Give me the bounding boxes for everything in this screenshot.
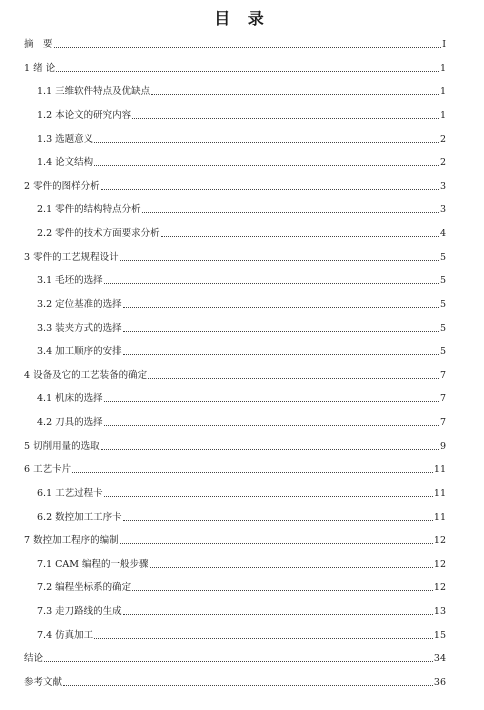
toc-entry-label: 7 数控加工程序的编制 (24, 535, 119, 547)
toc-entry-page: 1 (439, 62, 446, 74)
toc-entry[interactable] (37, 557, 446, 571)
toc-entry-label: 3.2 定位基准的选择 (37, 298, 122, 310)
toc-entry-page: 11 (433, 511, 446, 523)
toc-entry-label: 5 切削用量的选取 (24, 440, 100, 452)
toc-leader-dots (44, 661, 433, 662)
toc-leader-dots (151, 94, 439, 95)
toc-entry[interactable] (37, 321, 446, 335)
toc-entry-label: 3 零件的工艺规程设计 (24, 251, 119, 263)
toc-entry[interactable] (24, 533, 446, 547)
toc-entry-label: 2.2 零件的技术方面要求分析 (37, 228, 160, 240)
toc-entry[interactable] (24, 368, 446, 382)
toc-entry-label: 7.3 走刀路线的生成 (37, 606, 122, 618)
toc-entry-page: 7 (439, 369, 446, 381)
toc-entry-page: 5 (439, 298, 446, 310)
toc-entry-label: 4 设备及它的工艺装备的确定 (24, 369, 148, 381)
toc-entry[interactable] (37, 580, 446, 594)
toc-entry[interactable] (24, 250, 446, 264)
toc-leader-dots (101, 189, 439, 190)
toc-entry-page: 36 (433, 677, 446, 688)
toc-leader-dots (104, 401, 439, 402)
toc-entry[interactable] (37, 108, 446, 122)
toc-entry-page: 5 (439, 346, 446, 358)
toc-entry-page: 13 (433, 606, 446, 618)
toc-entry-page: 5 (439, 275, 446, 287)
toc-leader-dots (101, 449, 439, 450)
toc-entry-label: 1.1 三维软件特点及优缺点 (37, 86, 151, 98)
toc-entry[interactable] (37, 415, 446, 429)
toc-entry[interactable] (24, 439, 446, 453)
page-title: 目 录 (214, 9, 270, 28)
toc-entry[interactable] (37, 391, 446, 405)
toc-leader-dots (161, 236, 439, 237)
toc-entry-label: 6.1 工艺过程卡 (37, 487, 103, 499)
toc-entry-label: 3.1 毛坯的选择 (37, 275, 103, 287)
toc-entry-page: 2 (439, 157, 446, 169)
toc-entry-page: 2 (439, 133, 446, 145)
toc-leader-dots (54, 47, 442, 48)
toc-entry-page: 12 (433, 582, 446, 594)
toc-entry-label: 4.1 机床的选择 (37, 393, 103, 405)
toc-entry-label: 摘 要 (24, 39, 53, 50)
toc-leader-dots (94, 142, 439, 143)
toc-entry[interactable] (24, 462, 446, 476)
toc-entry[interactable] (24, 651, 446, 665)
toc-leader-dots (123, 331, 439, 332)
toc-entry-label: 1.2 本论文的研究内容 (37, 109, 132, 121)
toc-entry-label: 结论 (24, 653, 44, 665)
toc-leader-dots (94, 165, 439, 166)
toc-leader-dots (94, 638, 433, 639)
toc-leader-dots (72, 472, 433, 473)
toc-entry-page: 7 (439, 417, 446, 429)
toc-leader-dots (123, 614, 433, 615)
toc-entry-page: 1 (439, 109, 446, 121)
toc-entry[interactable] (37, 273, 446, 287)
toc-leader-dots (56, 71, 439, 72)
toc-leader-dots (123, 307, 439, 308)
toc-leader-dots (150, 567, 433, 568)
toc-entry-label: 6 工艺卡片 (24, 464, 72, 476)
toc-entry[interactable] (37, 297, 446, 311)
toc-entry-label: 4.2 刀具的选择 (37, 417, 103, 429)
toc-entry-page: 11 (433, 487, 446, 499)
toc-leader-dots (132, 590, 433, 591)
toc-entry[interactable] (37, 132, 446, 146)
toc-entry[interactable] (37, 202, 446, 216)
toc-entry-label: 2 零件的图样分析 (24, 180, 100, 192)
toc-entry-label: 2.1 零件的结构特点分析 (37, 204, 141, 216)
toc-entry-page: 7 (439, 393, 446, 405)
toc-entry-label: 1.4 论文结构 (37, 157, 94, 169)
toc-entry-page: 15 (433, 629, 446, 641)
toc-leader-dots (120, 260, 439, 261)
toc-entry-page: I (442, 39, 446, 50)
toc-entry-label: 3.4 加工顺序的安排 (37, 346, 122, 358)
toc-entry-page: 9 (439, 440, 446, 452)
toc-entry-label: 参考文献 (24, 677, 63, 688)
toc-entry-label: 3.3 装夹方式的选择 (37, 322, 122, 334)
toc-entry-page: 5 (439, 251, 446, 263)
toc-entry-page: 11 (433, 464, 446, 476)
toc-entry[interactable] (37, 84, 446, 98)
toc-entry[interactable] (37, 604, 446, 618)
toc-entry[interactable] (37, 226, 446, 240)
toc-leader-dots (63, 685, 433, 686)
toc-entry[interactable] (37, 510, 446, 524)
toc-entry-label: 6.2 数控加工工序卡 (37, 511, 122, 523)
toc-leader-dots (123, 354, 439, 355)
toc-entry[interactable] (24, 37, 446, 51)
toc-entry[interactable] (37, 486, 446, 500)
toc-entry[interactable] (37, 344, 446, 358)
toc-entry-label: 1 绪 论 (24, 62, 56, 74)
toc-leader-dots (132, 118, 439, 119)
toc-entry-label: 1.3 选题意义 (37, 133, 94, 145)
toc-leader-dots (148, 378, 439, 379)
toc-entry[interactable] (37, 628, 446, 642)
toc-entry-label: 7.4 仿真加工 (37, 629, 94, 641)
toc-entry-label: 7.2 编程坐标系的确定 (37, 582, 132, 594)
toc-entry-page: 34 (433, 653, 446, 665)
toc-leader-dots (104, 496, 433, 497)
toc-entry[interactable] (24, 179, 446, 193)
toc-entry-label: 7.1 CAM 编程的一般步骤 (37, 558, 149, 570)
toc-leader-dots (104, 283, 439, 284)
toc-entry-page: 12 (433, 535, 446, 547)
toc-leader-dots (120, 543, 433, 544)
toc-leader-dots (142, 212, 439, 213)
toc-entry-page: 4 (439, 228, 446, 240)
toc-entry-page: 5 (439, 322, 446, 334)
toc-leader-dots (104, 425, 439, 426)
toc-leader-dots (123, 520, 433, 521)
toc-entry-page: 3 (439, 180, 446, 192)
toc-entry[interactable] (37, 155, 446, 169)
toc-entry[interactable] (24, 61, 446, 75)
toc-entry[interactable] (24, 675, 446, 689)
toc-entry-page: 12 (433, 558, 446, 570)
toc-entry-page: 3 (439, 204, 446, 216)
toc-entry-page: 1 (439, 86, 446, 98)
